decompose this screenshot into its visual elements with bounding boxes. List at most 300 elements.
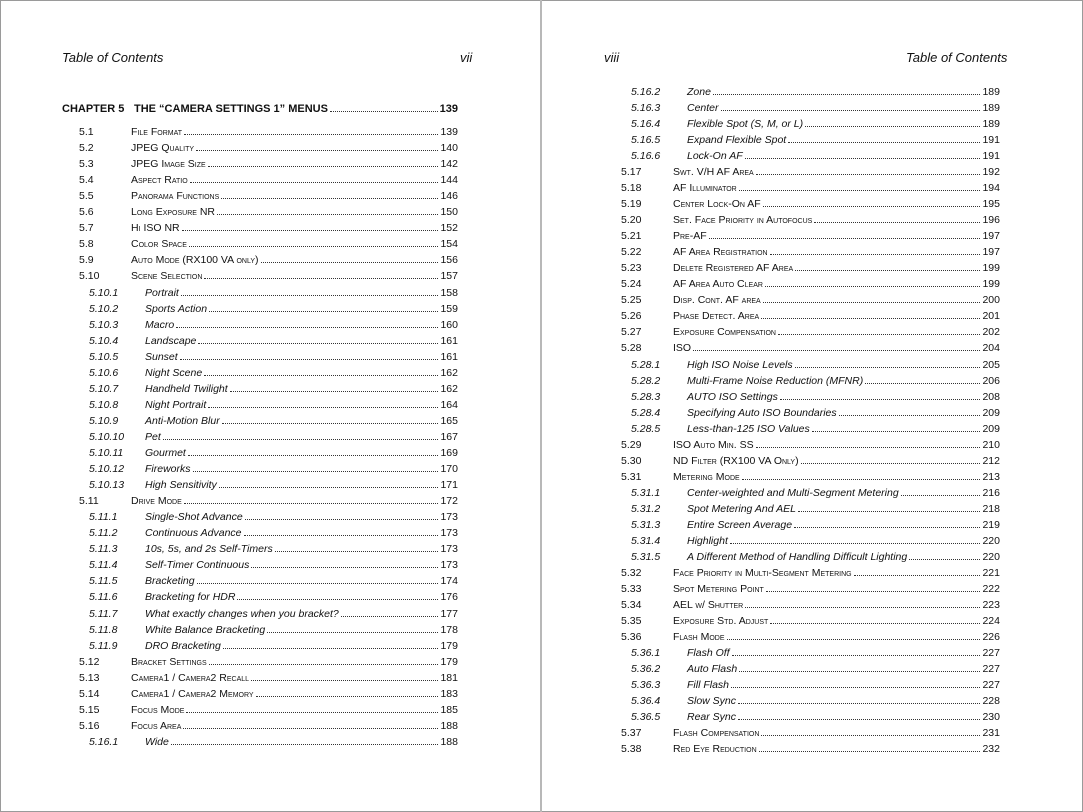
toc-entry[interactable] [542,116,1083,132]
dot-leader [190,181,439,183]
page-number: 227 [982,679,1000,692]
dot-leader [770,253,981,255]
page-number: 183 [440,687,458,700]
section-title: Scene Selection [131,270,203,283]
toc-entry[interactable] [0,413,540,429]
section-title: AF Area Auto Clear [673,278,763,291]
toc-entry[interactable] [0,573,540,589]
section-number: 5.36.4 [631,695,661,708]
section-number: 5.11.2 [89,527,118,540]
dot-leader [738,718,980,720]
section-number: 5.36 [621,631,642,644]
section-number: 5.34 [621,598,642,611]
section-number: 5.31 [621,470,642,483]
section-number: 5.11.7 [89,607,118,620]
section-title: JPEG Image Size [131,158,206,171]
section-title: Center Lock-On AF [673,198,761,211]
page-number: 162 [440,366,458,379]
toc-entry[interactable] [542,501,1083,517]
dot-leader [738,702,980,704]
toc-entry[interactable] [542,421,1083,437]
dot-leader [341,615,439,617]
section-title: Auto Flash [687,663,738,676]
page-number: 160 [440,318,458,331]
dot-leader [778,333,981,335]
toc-entry[interactable] [0,589,540,605]
section-number: 5.15 [79,703,100,716]
page-number: 185 [440,703,458,716]
toc-entry[interactable] [542,373,1083,389]
section-title: Fireworks [145,463,191,476]
page-number: 189 [982,86,1000,98]
section-title: Color Space [131,238,187,251]
toc-entry[interactable] [542,389,1083,405]
page-number: 205 [982,358,1000,371]
section-title: Fill Flash [687,679,730,692]
page-number: 165 [440,414,458,427]
section-number: 5.10.1 [89,286,119,299]
toc-entry[interactable] [0,156,540,172]
toc-entry[interactable] [0,557,540,573]
page-number: 209 [982,406,1000,419]
page-number: 197 [982,230,1000,243]
section-number: 5.9 [79,254,94,267]
section-number: 5.11 [79,495,99,508]
dot-leader [275,550,439,552]
section-title: What exactly changes when you bracket? [145,607,339,620]
section-title: Center [687,102,719,115]
page-number: 173 [440,543,458,556]
dot-leader [721,109,981,111]
section-title: Lock-On AF [687,150,743,163]
dot-leader [209,663,439,665]
toc-entry[interactable] [0,317,540,333]
toc-entry[interactable] [0,285,540,301]
section-title: Red Eye Reduction [673,743,757,756]
toc-entry[interactable] [542,565,1083,581]
page-number: 161 [440,350,458,363]
dot-leader [732,654,981,656]
section-number: 5.37 [621,727,642,740]
toc-entry[interactable] [0,220,540,236]
section-title: Night Scene [145,366,203,379]
dot-leader [865,382,980,384]
toc-entry[interactable] [0,301,540,317]
section-number: 5.33 [621,582,642,595]
toc-entry[interactable] [542,549,1083,565]
toc-entry[interactable] [0,188,540,204]
dot-leader [794,526,980,528]
dot-leader [761,317,980,319]
dot-leader [171,743,439,745]
section-title: AF Area Registration [673,246,768,259]
section-title: Metering Mode [673,470,740,483]
section-number: 5.21 [621,230,642,243]
toc-entry[interactable] [542,260,1083,276]
toc-entry[interactable] [0,429,540,445]
toc-entry[interactable] [542,485,1083,501]
page-number: 220 [982,550,1000,563]
section-title: Disp. Cont. AF area [673,294,761,307]
dot-leader [251,679,438,681]
toc-entry[interactable] [0,172,540,188]
section-number: 5.3 [79,158,94,171]
page-number: 188 [440,719,458,732]
toc-entry[interactable] [542,661,1083,677]
dot-leader [693,349,980,351]
section-number: 5.25 [621,294,642,307]
page-number: 152 [440,222,458,235]
page-number: 210 [982,438,1000,451]
toc-entry[interactable] [0,140,540,156]
toc-entry[interactable] [0,349,540,365]
section-number: 5.27 [621,326,642,339]
section-title: Sports Action [145,302,208,315]
section-title: File Format [131,126,183,138]
page-number: 173 [440,511,458,524]
toc-entry[interactable] [542,164,1083,180]
dot-leader [204,374,438,376]
page-number: 176 [440,591,458,604]
toc-entry[interactable] [542,340,1083,356]
page-number: 157 [440,270,458,283]
dot-leader [763,205,981,207]
page-number: 144 [440,174,458,187]
toc-entry[interactable] [542,212,1083,228]
toc-entry[interactable] [542,148,1083,164]
dot-leader [180,358,439,360]
dot-leader [798,510,981,512]
page-number: 140 [440,142,458,155]
dot-leader [197,582,439,584]
section-number: 5.14 [79,687,100,700]
section-number: 5.6 [79,206,94,219]
section-number: 5.36.1 [631,647,661,660]
section-title: Flexible Spot (S, M, or L) [687,118,804,131]
dot-leader [189,245,439,247]
section-number: 5.10.6 [89,366,119,379]
toc-entry[interactable] [0,365,540,381]
page-number: 220 [982,534,1000,547]
dot-leader [188,454,439,456]
page-number: 197 [982,246,1000,259]
toc-entry[interactable] [542,292,1083,308]
dot-leader [805,125,980,127]
toc-entry[interactable] [0,509,540,525]
toc-entry[interactable] [0,236,540,252]
section-title: A Different Method of Handling Difficult Lighting [687,550,908,563]
page-number: 181 [440,671,458,684]
toc-entry[interactable] [542,196,1083,212]
toc-entry[interactable] [0,654,540,670]
page-number: 169 [440,447,458,459]
toc-entry[interactable] [542,741,1083,757]
toc-entry[interactable] [0,638,540,654]
page-number: 216 [982,486,1000,499]
page-number: 173 [440,527,458,540]
dot-leader [745,606,980,608]
page-number: 158 [440,286,458,299]
section-number: 5.2 [79,142,94,155]
page-number: 201 [982,310,1000,323]
left-page-numeral: vii [460,50,473,65]
dot-leader [739,189,981,191]
toc-entry[interactable] [542,324,1083,340]
section-title: AEL w/ Shutter [673,598,744,611]
dot-leader [222,422,439,424]
page-number: 139 [440,126,458,138]
left-toc-list [0,0,540,812]
dot-leader [727,638,981,640]
section-title: High Sensitivity [145,479,217,492]
toc-entry[interactable] [0,381,540,397]
section-title: AUTO ISO Settings [687,390,778,403]
section-number: 5.28.2 [631,374,661,387]
dot-leader [193,470,439,472]
page-number: 212 [982,454,1000,467]
toc-entry[interactable] [542,581,1083,597]
section-number: 5.10.10 [89,430,125,443]
dot-leader [759,750,981,752]
page-number: 191 [982,150,1000,163]
section-number: 5.11.3 [89,543,118,556]
right-toc-list [542,0,1083,812]
toc-entry[interactable] [542,469,1083,485]
section-number: 5.5 [79,190,94,203]
toc-entry[interactable] [0,461,540,477]
toc-entry[interactable] [542,453,1083,469]
section-title: Bracket Settings [131,655,207,668]
dot-leader [204,277,438,279]
section-title: JPEG Quality [131,142,195,155]
dot-leader [814,221,980,223]
section-number: 5.13 [79,671,100,684]
section-number: 5.17 [621,166,642,179]
section-number: 5.16 [79,719,100,732]
section-title: Self-Timer Continuous [145,559,250,572]
section-title: Gourmet [145,447,186,459]
page-number: 194 [982,182,1000,195]
toc-entry[interactable] [542,84,1083,100]
toc-entry[interactable] [0,718,540,734]
page-number: 154 [440,238,458,251]
toc-entry[interactable] [0,124,540,140]
toc-entry[interactable] [0,702,540,718]
toc-entry[interactable] [542,228,1083,244]
page-number: 173 [440,559,458,572]
dot-leader [256,695,439,697]
toc-entry[interactable] [542,180,1083,196]
dot-leader [739,670,980,672]
dot-leader [745,157,981,159]
toc-entry[interactable] [542,645,1083,661]
section-title: Exposure Std. Adjust [673,614,769,627]
page-number: 226 [982,631,1000,644]
toc-entry[interactable] [0,268,540,284]
section-number: 5.32 [621,566,642,579]
section-number: 5.16.6 [631,150,661,163]
page-number: 161 [440,334,458,347]
toc-entry[interactable] [0,686,540,702]
toc-entry[interactable] [0,397,540,413]
section-title: Highlight [687,534,728,547]
toc-entry[interactable] [0,606,540,622]
dot-leader [163,438,439,440]
toc-entry[interactable] [0,445,540,461]
dot-leader [198,342,438,344]
left-running-title: Table of Contents [62,50,164,65]
section-title: Camera1 / Camera2 Recall [131,671,250,684]
toc-entry[interactable] [0,525,540,541]
page-number: 232 [982,743,1000,756]
section-number: 5.24 [621,278,642,291]
dot-leader [209,310,438,312]
page-number: 219 [982,518,1000,531]
toc-entry[interactable] [542,725,1083,741]
section-number: 5.4 [79,174,94,187]
page-number: 204 [982,342,1000,355]
toc-entry[interactable] [0,333,540,349]
chapter-label: CHAPTER 5 [62,103,125,115]
section-number: 5.31.3 [631,518,661,531]
section-title: DRO Bracketing [145,639,221,652]
toc-entry[interactable] [0,204,540,220]
toc-entry[interactable] [0,252,540,268]
section-number: 5.10.5 [89,350,119,363]
section-number: 5.28 [621,342,642,355]
section-number: 5.18 [621,182,642,195]
toc-entry[interactable] [542,276,1083,292]
toc-entry[interactable] [542,357,1083,373]
section-title: ND Filter (RX100 VA Only) [673,454,799,467]
section-title: Bracketing for HDR [145,591,236,604]
section-number: 5.35 [621,614,642,627]
chapter-page-number: 139 [439,103,458,115]
toc-entry[interactable] [542,693,1083,709]
toc-entry[interactable] [542,100,1083,116]
page-number: 202 [982,326,1000,339]
section-title: Wide [145,735,169,748]
toc-entry[interactable] [542,709,1083,725]
section-title: Set. Face Priority in Autofocus [673,214,813,227]
dot-leader [730,542,981,544]
section-title: White Balance Bracketing [145,623,266,636]
toc-entry[interactable] [542,405,1083,421]
section-title: Zone [687,86,711,98]
page-number: 179 [440,639,458,652]
section-number: 5.36.2 [631,663,661,676]
right-running-title: Table of Contents [906,50,1008,65]
section-title: Drive Mode [131,495,182,508]
dot-leader [183,727,438,729]
toc-entry[interactable] [542,132,1083,148]
page-number: 178 [440,623,458,636]
toc-entry[interactable] [542,533,1083,549]
dot-leader [196,149,438,151]
toc-entry[interactable] [542,677,1083,693]
section-number: 5.10.13 [89,479,125,492]
page-number: 199 [982,278,1000,291]
section-title: ISO [673,342,692,355]
section-title: Night Portrait [145,398,207,411]
toc-entry[interactable] [542,437,1083,453]
section-number: 5.10.4 [89,334,119,347]
dot-leader [217,213,438,215]
page-number: 179 [440,655,458,668]
section-title: Pet [145,430,161,443]
page-number: 156 [440,254,458,267]
toc-entry[interactable] [542,244,1083,260]
toc-entry[interactable] [0,670,540,686]
dot-leader [186,711,438,713]
page-number: 170 [440,463,458,476]
dot-leader [181,294,439,296]
section-number: 5.16.5 [631,134,661,147]
toc-entry[interactable] [0,622,540,638]
toc-entry[interactable] [0,477,540,493]
section-number: 5.11.4 [89,559,118,572]
page-number: 230 [982,711,1000,724]
page-number: 223 [982,598,1000,611]
section-number: 5.16.2 [631,86,661,98]
section-title: Focus Mode [131,703,185,716]
toc-entry[interactable] [0,493,540,509]
page-number: 162 [440,382,458,395]
page-number: 213 [982,470,1000,483]
section-number: 5.20 [621,214,642,227]
section-title: Multi-Frame Noise Reduction (MFNR) [687,374,864,387]
section-title: Spot Metering Point [673,582,764,595]
page-number: 172 [440,495,458,508]
dot-leader [251,566,438,568]
page-number: 227 [982,663,1000,676]
section-title: Auto Mode (RX100 VA only) [131,254,259,267]
section-number: 5.31.4 [631,534,661,547]
section-title: Flash Mode [673,631,725,644]
dot-leader [219,486,439,488]
section-title: Face Priority in Multi-Segment Metering [673,566,852,579]
section-title: 10s, 5s, and 2s Self-Timers [145,543,273,556]
toc-entry[interactable] [542,597,1083,613]
section-number: 5.28.3 [631,390,661,403]
section-number: 5.36.3 [631,679,661,692]
section-title: Less-than-125 ISO Values [687,422,810,435]
page-number: 228 [982,695,1000,708]
section-number: 5.28.1 [631,358,661,371]
dot-leader [788,141,980,143]
section-title: Spot Metering And AEL [687,502,796,515]
page-number: 199 [982,262,1000,275]
section-title: Long Exposure NR [131,206,216,219]
toc-entry[interactable] [0,734,540,750]
page-number: 195 [982,198,1000,211]
section-number: 5.29 [621,438,642,451]
toc-entry[interactable] [0,541,540,557]
section-number: 5.10.9 [89,414,119,427]
toc-entry[interactable] [542,517,1083,533]
page-number: 150 [440,206,458,219]
section-title: Landscape [145,334,197,347]
section-number: 5.11.6 [89,591,118,604]
toc-entry[interactable] [542,613,1083,629]
section-title: Panorama Functions [131,190,220,203]
dot-leader [182,229,439,231]
toc-entry[interactable] [542,308,1083,324]
dot-leader [839,414,981,416]
page-number: 227 [982,647,1000,660]
dot-leader [766,590,981,592]
toc-entry[interactable] [542,629,1083,645]
